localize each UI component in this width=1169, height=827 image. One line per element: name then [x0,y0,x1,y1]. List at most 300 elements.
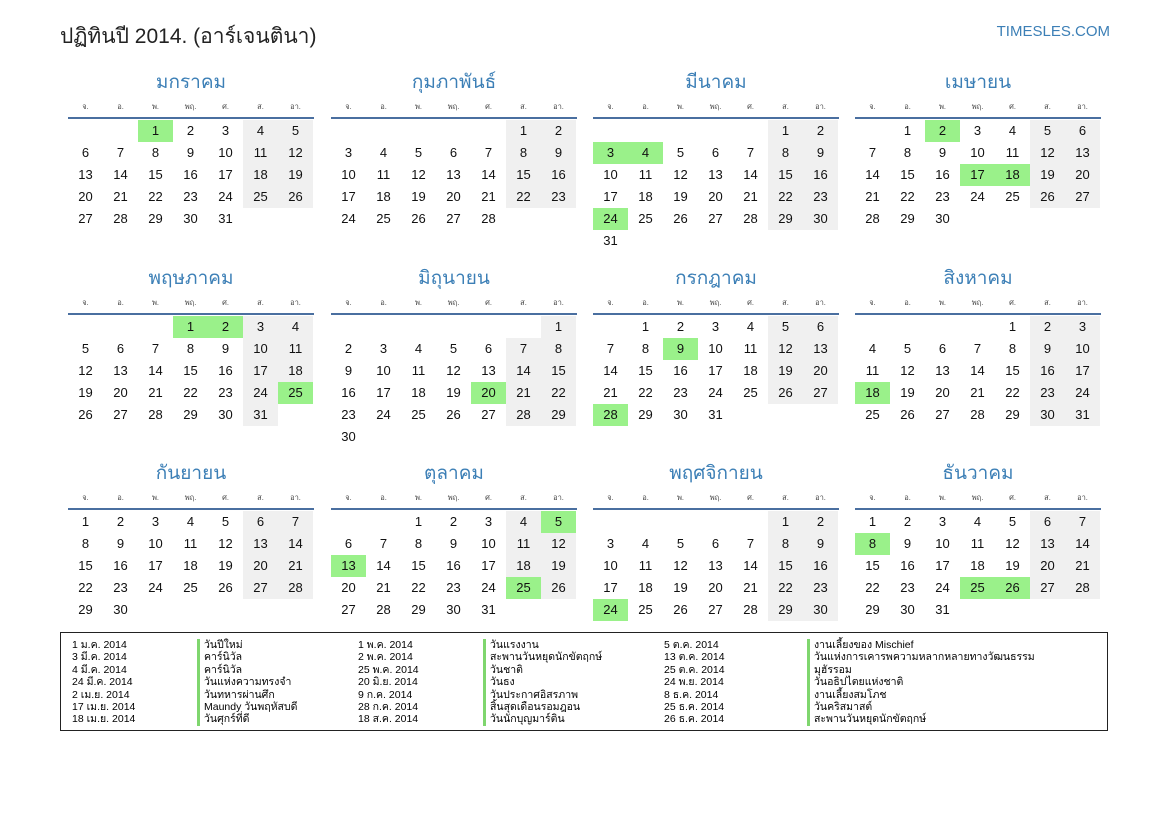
day-cell: 9 [221,341,230,356]
weekday-header [855,296,1101,310]
weekday-label: ส. [1044,102,1051,111]
day-cell: 27 [708,602,723,617]
day-cell: 7 [379,536,388,551]
day-cell: 22 [768,186,803,208]
day-cell: 7 [506,338,541,360]
day-cell: 1 [768,511,803,533]
day-cell: 26 [446,407,461,422]
day-cell: 7 [746,536,755,551]
weekday-header [68,100,314,114]
day-cell: 30 [1030,404,1065,426]
day-cell: 27 [446,211,461,226]
day-cell: 17 [481,558,496,573]
day-cell: 17 [218,167,233,182]
day-cell: 21 [970,385,985,400]
day-cell: 6 [449,145,458,160]
day-cell: 28 [481,211,496,226]
day-cell: 19 [673,189,688,204]
day-cell: 6 [1030,511,1065,533]
day-cell: 16 [900,558,915,573]
holiday-day-cell: 4 [628,142,663,164]
day-cell: 5 [1030,120,1065,142]
header-rule [68,508,314,510]
weekday-label: อา. [553,298,564,307]
month-block [855,70,1101,260]
day-cell: 17 [603,580,618,595]
day-cell: 1 [81,514,90,529]
day-cell: 22 [78,580,93,595]
day-cell: 21 [743,580,758,595]
day-cell: 15 [768,164,803,186]
day-cell: 14 [865,167,880,182]
holiday-day-cell: 1 [173,316,208,338]
weekday-label: ศ. [747,493,754,502]
day-cell: 1 [641,319,650,334]
weekday-label: จ. [869,298,876,307]
weekday-label: พ. [414,493,423,502]
day-cell: 26 [278,186,313,208]
weekday-label: พ. [151,102,160,111]
day-cell: 15 [900,167,915,182]
weekday-label: จ. [82,102,89,111]
day-cell: 16 [341,385,356,400]
day-cell: 25 [183,580,198,595]
header-rule [68,313,314,315]
weekday-label: ส. [1044,298,1051,307]
holiday-name: วันแห่งความทรงจำ [197,676,297,688]
day-cell: 9 [541,142,576,164]
weekday-label: อา. [1077,102,1088,111]
day-cell: 9 [803,142,838,164]
weekday-label: อา. [815,298,826,307]
weekday-label: จ. [345,493,352,502]
weekday-label: พฤ. [184,102,197,111]
day-cell: 25 [411,407,426,422]
day-cell: 4 [278,316,313,338]
holiday-date: 18 ส.ค. 2014 [358,713,419,726]
day-cell: 25 [376,211,391,226]
holiday-name-column [197,639,297,726]
day-cell: 26 [218,580,233,595]
holiday-date-column [358,639,419,726]
holiday-date: 20 มิ.ย. 2014 [358,676,418,689]
day-cell: 6 [803,316,838,338]
day-cell: 9 [344,363,353,378]
holiday-day-cell: 8 [855,533,890,555]
holiday-date: 2 เม.ย. 2014 [72,688,130,701]
day-cell: 1 [414,514,423,529]
day-cell: 29 [541,404,576,426]
day-cell: 8 [768,142,803,164]
day-cell: 31 [243,404,278,426]
weekday-label: อ. [642,298,649,307]
day-cell: 2 [344,341,353,356]
weekday-label: ส. [782,298,789,307]
day-cell: 12 [673,558,688,573]
day-cell: 4 [506,511,541,533]
weekday-label: พฤ. [447,493,460,502]
day-cell: 15 [541,360,576,382]
day-cell: 12 [218,536,233,551]
day-cell: 11 [243,142,278,164]
weekday-label: พ. [151,493,160,502]
day-cell: 14 [1065,533,1100,555]
weekday-label: อ. [117,298,124,307]
day-cell: 23 [183,189,198,204]
day-cell: 20 [446,189,461,204]
day-cell: 24 [376,407,391,422]
day-cell: 27 [341,602,356,617]
day-cell: 26 [768,382,803,404]
day-cell: 8 [151,145,160,160]
day-cell: 8 [506,142,541,164]
day-cell: 20 [341,580,356,595]
day-cell: 19 [446,385,461,400]
day-cell: 9 [803,533,838,555]
day-cell: 14 [743,167,758,182]
day-cell: 23 [218,385,233,400]
day-cell: 7 [973,341,982,356]
weekday-label: พฤ. [971,298,984,307]
holiday-name: วันคริสมาสต์ [807,701,1035,713]
day-cell: 7 [1065,511,1100,533]
day-cell: 14 [743,558,758,573]
weekday-label: อา. [290,102,301,111]
weekday-label: ศ. [1009,298,1016,307]
day-cell: 18 [411,385,426,400]
weekday-label: ศ. [485,493,492,502]
day-cell: 3 [151,514,160,529]
day-cell: 29 [900,211,915,226]
day-cell: 12 [446,363,461,378]
weekday-label: อ. [904,298,911,307]
day-cell: 12 [411,167,426,182]
weekday-header [593,296,839,310]
header-rule [855,508,1101,510]
holiday-name: วันปีใหม่ [197,639,297,651]
day-cell: 23 [673,385,688,400]
day-cell: 22 [541,382,576,404]
month-name: กุมภาพันธ์ [411,72,497,93]
weekday-label: พฤ. [709,298,722,307]
day-cell: 13 [935,363,950,378]
day-cell: 6 [711,145,720,160]
weekday-label: อา. [815,493,826,502]
day-cell: 11 [411,363,426,378]
brand-link[interactable]: TIMESLES.COM [996,23,1110,40]
holiday-date: 28 ก.ค. 2014 [358,701,419,714]
weekday-header [855,100,1101,114]
holiday-name: งานเลี้ยงของ Mischief [807,639,1035,651]
month-block [331,461,577,651]
day-cell: 31 [218,211,233,226]
weekday-label: อ. [117,102,124,111]
month-block [855,266,1101,456]
day-cell: 30 [900,602,915,617]
day-cell: 26 [541,577,576,599]
day-cell: 11 [278,338,313,360]
day-cell: 24 [481,580,496,595]
weekday-label: จ. [345,298,352,307]
day-cell: 19 [278,164,313,186]
day-cell: 18 [243,164,278,186]
day-cell: 20 [1065,164,1100,186]
holiday-date-column [664,639,725,726]
holiday-day-cell: 26 [995,577,1030,599]
header-rule [593,508,839,510]
holiday-name: วันแห่งการเคารพความหลากหลายทางวัฒนธรรม [807,651,1035,663]
weekday-header [593,491,839,505]
weekday-label: พฤ. [971,102,984,111]
day-cell: 22 [768,577,803,599]
holiday-date: 2 พ.ค. 2014 [358,651,413,664]
day-cell: 2 [186,123,195,138]
day-cell: 19 [78,385,93,400]
day-cell: 20 [1030,555,1065,577]
weekday-label: อา. [1077,493,1088,502]
day-cell: 13 [708,167,723,182]
day-cell: 20 [78,189,93,204]
day-cell: 13 [1065,142,1100,164]
weekday-label: พฤ. [971,493,984,502]
day-cell: 28 [506,404,541,426]
day-cell: 29 [183,407,198,422]
day-cell: 13 [708,558,723,573]
day-cell: 13 [803,338,838,360]
day-cell: 30 [803,599,838,621]
day-cell: 4 [243,120,278,142]
weekday-label: จ. [607,493,614,502]
header-rule [68,117,314,119]
day-cell: 3 [973,123,982,138]
day-cell: 4 [641,536,650,551]
day-cell: 23 [900,580,915,595]
weekday-label: พ. [676,298,685,307]
day-cell: 22 [148,189,163,204]
day-cell: 14 [506,360,541,382]
day-cell: 12 [278,142,313,164]
weekday-header [68,296,314,310]
day-cell: 3 [938,514,947,529]
day-cell: 6 [344,536,353,551]
weekday-label: พ. [676,102,685,111]
weekday-label: พฤ. [709,493,722,502]
day-cell: 5 [221,514,230,529]
day-cell: 22 [638,385,653,400]
month-block [855,461,1101,651]
day-cell: 16 [1030,360,1065,382]
day-cell: 6 [81,145,90,160]
day-cell: 25 [1005,189,1020,204]
day-cell: 10 [970,145,985,160]
day-cell: 17 [1065,360,1100,382]
day-cell: 9 [186,145,195,160]
header-rule [855,313,1101,315]
holiday-name: สะพานวันหยุดนักขัตฤกษ์ [807,713,1035,725]
day-cell: 2 [803,120,838,142]
month-block [68,461,314,651]
day-cell: 29 [78,602,93,617]
day-cell: 17 [708,363,723,378]
holiday-date: 25 ธ.ค. 2014 [664,701,725,714]
day-cell: 9 [449,536,458,551]
day-cell: 15 [768,555,803,577]
day-cell: 17 [341,189,356,204]
holiday-name: คาร์นิวัล [197,664,297,676]
day-cell: 11 [1005,145,1020,160]
day-cell: 5 [1008,514,1017,529]
day-cell: 18 [183,558,198,573]
day-cell: 29 [865,602,880,617]
weekday-label: จ. [607,102,614,111]
day-cell: 18 [743,363,758,378]
day-cell: 11 [865,363,880,378]
day-cell: 29 [411,602,426,617]
day-cell: 11 [638,167,653,182]
day-cell: 27 [78,211,93,226]
day-cell: 19 [1005,558,1020,573]
day-cell: 29 [768,599,803,621]
day-cell: 21 [278,555,313,577]
day-cell: 22 [506,186,541,208]
day-cell: 15 [148,167,163,182]
day-cell: 22 [183,385,198,400]
holiday-day-cell: 18 [995,164,1030,186]
month-name: มีนาคม [685,72,747,93]
day-cell: 24 [970,189,985,204]
day-cell: 16 [803,555,838,577]
day-cell: 8 [414,536,423,551]
day-cell: 16 [446,558,461,573]
day-cell: 12 [673,167,688,182]
weekday-label: พ. [676,493,685,502]
day-cell: 27 [935,407,950,422]
holiday-name: วันศุกร์ที่ดี [197,713,297,725]
weekday-label: ศ. [747,298,754,307]
header-rule [331,508,577,510]
weekday-label: พ. [414,102,423,111]
day-cell: 5 [676,145,685,160]
day-cell: 3 [606,536,615,551]
day-cell: 5 [768,316,803,338]
holiday-name-column [807,639,1035,726]
weekday-label: อ. [642,493,649,502]
month-block [68,70,314,260]
day-cell: 2 [803,511,838,533]
day-cell: 22 [865,580,880,595]
weekday-label: พฤ. [184,493,197,502]
day-cell: 4 [973,514,982,529]
holiday-date: 3 มี.ค. 2014 [72,651,127,664]
day-cell: 9 [116,536,125,551]
holiday-name: สะพานวันหยุดนักขัตฤกษ์ [483,651,602,663]
weekday-label: ส. [520,298,527,307]
day-cell: 1 [1008,319,1017,334]
weekday-label: พฤ. [447,102,460,111]
day-cell: 27 [708,211,723,226]
day-cell: 3 [379,341,388,356]
weekday-header [331,296,577,310]
day-cell: 10 [481,536,496,551]
holiday-date: 5 ต.ค. 2014 [664,639,719,651]
day-cell: 27 [113,407,128,422]
day-cell: 5 [676,536,685,551]
weekday-label: พ. [938,102,947,111]
month-block [68,266,314,456]
day-cell: 9 [938,145,947,160]
day-cell: 19 [411,189,426,204]
day-cell: 23 [113,580,128,595]
day-cell: 7 [278,511,313,533]
day-cell: 6 [1065,120,1100,142]
holiday-date: 13 ต.ค. 2014 [664,651,725,664]
weekday-label: ศ. [1009,102,1016,111]
day-cell: 11 [183,536,198,551]
page-title: ปฏิทินปี 2014. (อาร์เจนตินา) [60,25,317,48]
day-cell: 14 [278,533,313,555]
day-cell: 5 [414,145,423,160]
holiday-date: 25 พ.ค. 2014 [358,663,419,676]
day-cell: 28 [865,211,880,226]
weekday-header [68,491,314,505]
day-cell: 21 [506,382,541,404]
day-cell: 30 [341,429,356,444]
day-cell: 7 [484,145,493,160]
holiday-day-cell: 9 [663,338,698,360]
day-cell: 23 [1030,382,1065,404]
day-cell: 10 [341,167,356,182]
day-cell: 20 [708,189,723,204]
day-cell: 1 [903,123,912,138]
header-rule [331,117,577,119]
day-cell: 15 [183,363,198,378]
day-cell: 10 [603,167,618,182]
day-cell: 17 [376,385,391,400]
day-cell: 10 [603,558,618,573]
day-cell: 27 [803,382,838,404]
day-cell: 10 [935,536,950,551]
holiday-name: วันแรงงาน [483,639,602,651]
weekday-label: พฤ. [709,102,722,111]
day-cell: 7 [151,341,160,356]
day-cell: 4 [746,319,755,334]
day-cell: 13 [1030,533,1065,555]
day-cell: 26 [1030,186,1065,208]
day-cell: 13 [481,363,496,378]
holiday-date: 26 ธ.ค. 2014 [664,713,725,726]
day-cell: 18 [638,189,653,204]
weekday-label: อา. [553,493,564,502]
day-cell: 25 [743,385,758,400]
weekday-label: ศ. [222,102,229,111]
day-cell: 21 [865,189,880,204]
holiday-name: วันธง [483,676,602,688]
day-cell: 8 [768,533,803,555]
holiday-date: 18 เม.ย. 2014 [72,713,136,726]
day-cell: 5 [903,341,912,356]
weekday-label: จ. [82,493,89,502]
weekday-label: อา. [815,102,826,111]
day-cell: 4 [1008,123,1017,138]
month-name: พฤศจิกายน [669,463,763,484]
day-cell: 8 [81,536,90,551]
day-cell: 16 [803,164,838,186]
holiday-day-cell: 13 [331,555,366,577]
day-cell: 29 [148,211,163,226]
header-rule [593,117,839,119]
day-cell: 10 [376,363,391,378]
day-cell: 15 [78,558,93,573]
